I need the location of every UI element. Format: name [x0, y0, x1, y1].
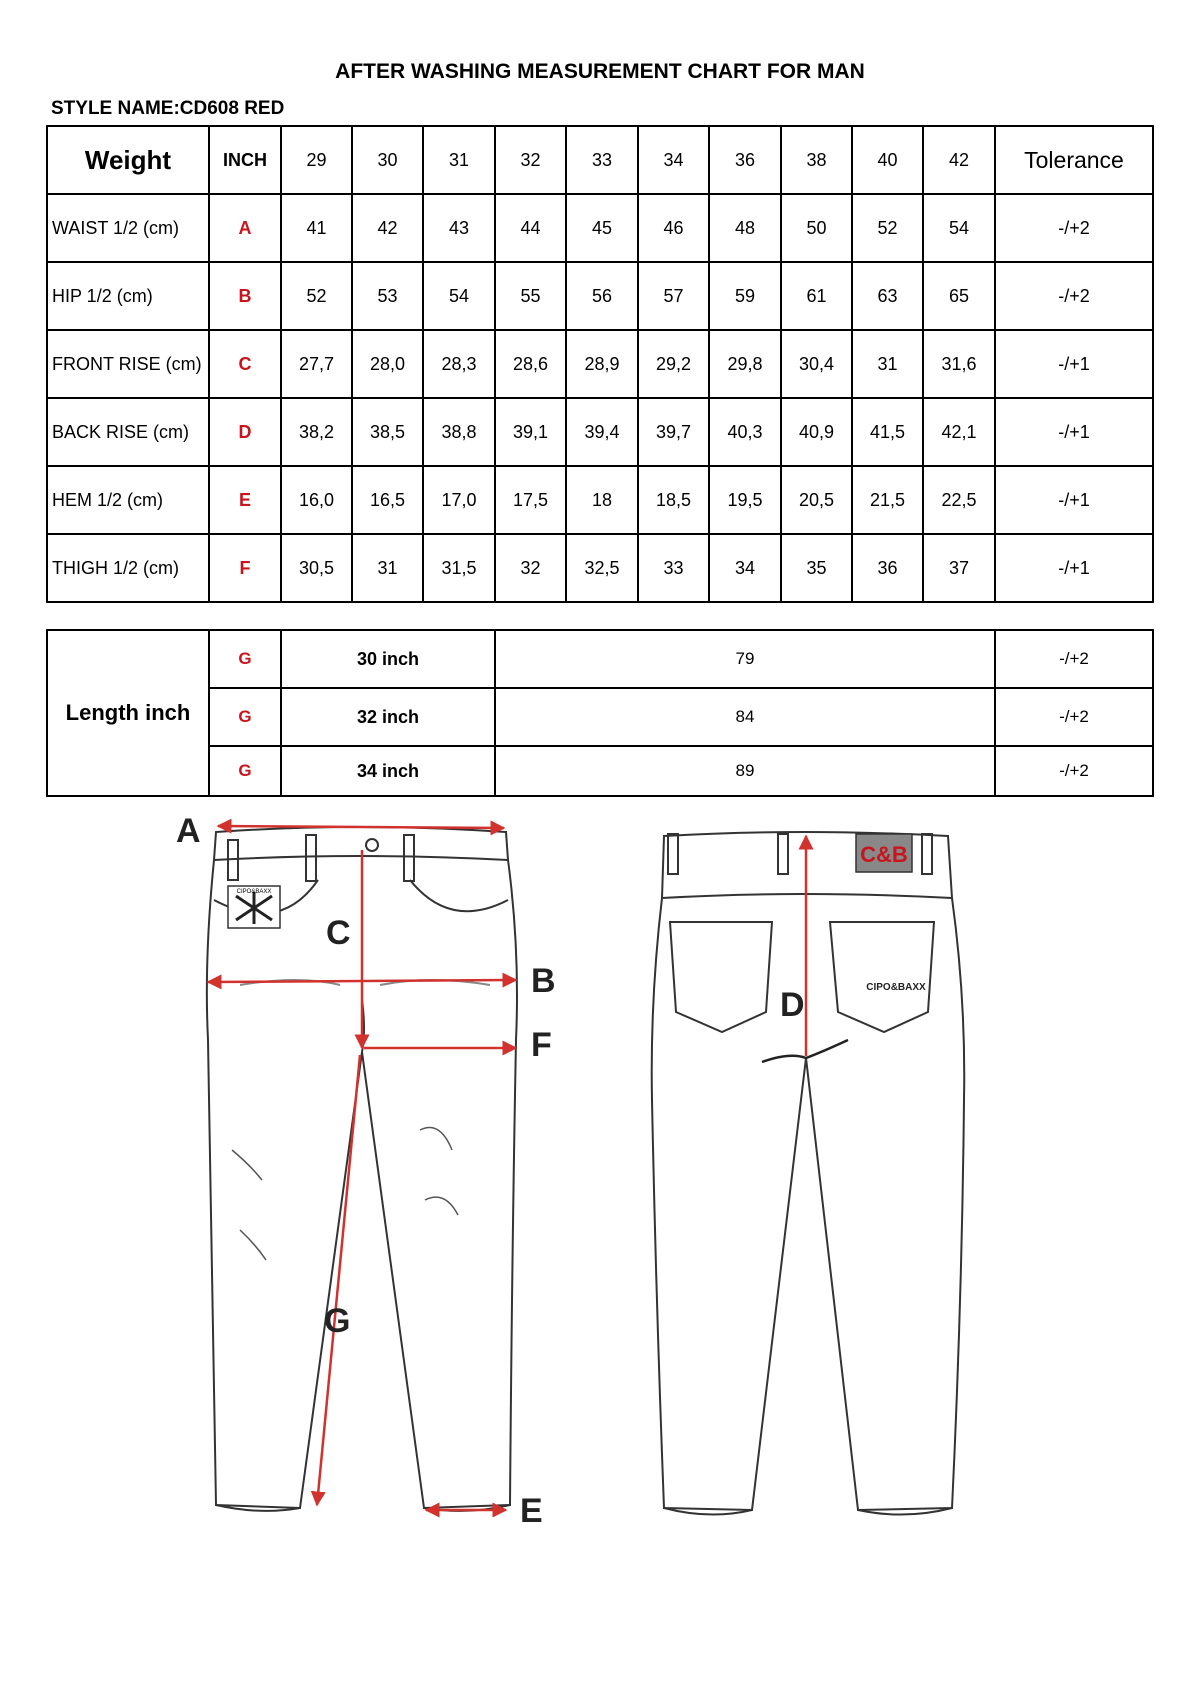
- row-label: THIGH 1/2 (cm): [47, 534, 209, 602]
- cell-value: 40,9: [781, 398, 852, 466]
- header-tolerance: Tolerance: [995, 126, 1153, 194]
- belt-loop: [922, 834, 932, 874]
- row-code: G: [209, 630, 281, 688]
- cell-value: 16,0: [281, 466, 352, 534]
- marker-f: F: [531, 1026, 552, 1064]
- cell-value: 36: [852, 534, 923, 602]
- cell-value: 32: [495, 534, 566, 602]
- row-tolerance: -/+1: [995, 534, 1153, 602]
- cell-value: 38,2: [281, 398, 352, 466]
- cell-value: 52: [281, 262, 352, 330]
- cell-value: 21,5: [852, 466, 923, 534]
- row-code: C: [209, 330, 281, 398]
- measurement-table: [46, 125, 1154, 603]
- marker-d: D: [780, 986, 805, 1024]
- row-tolerance: -/+2: [995, 688, 1153, 746]
- row-tolerance: -/+2: [995, 194, 1153, 262]
- cell-value: 29,8: [709, 330, 781, 398]
- cell-value: 53: [352, 262, 423, 330]
- back-right-pocket: [830, 922, 934, 1032]
- row-label: BACK RISE (cm): [47, 398, 209, 466]
- cell-value: 41: [281, 194, 352, 262]
- header-size: 33: [566, 126, 638, 194]
- cell-value: 28,6: [495, 330, 566, 398]
- cell-value: 31: [852, 330, 923, 398]
- measure-line-a: [218, 826, 504, 828]
- cell-value: 55: [495, 262, 566, 330]
- row-code: A: [209, 194, 281, 262]
- row-label: FRONT RISE (cm): [47, 330, 209, 398]
- cell-value: 31,6: [923, 330, 995, 398]
- cell-value: 65: [923, 262, 995, 330]
- cell-value: 30,5: [281, 534, 352, 602]
- front-patch: [228, 886, 280, 928]
- belt-loop: [306, 835, 316, 881]
- cell-value: 54: [923, 194, 995, 262]
- cell-value: 28,9: [566, 330, 638, 398]
- cell-value: 17,5: [495, 466, 566, 534]
- table-row: [47, 398, 1153, 466]
- header-size: 31: [423, 126, 495, 194]
- length-label: Length inch: [47, 630, 209, 796]
- cell-value: 46: [638, 194, 709, 262]
- cell-value: 48: [709, 194, 781, 262]
- front-creases: [232, 1128, 458, 1261]
- cell-value: 42,1: [923, 398, 995, 466]
- cell-value: 35: [781, 534, 852, 602]
- cell-value: 28,3: [423, 330, 495, 398]
- belt-loop: [668, 834, 678, 874]
- cell-value: 43: [423, 194, 495, 262]
- table-row: [47, 194, 1153, 262]
- cell-value: 39,4: [566, 398, 638, 466]
- jeans-illustration: [160, 800, 980, 1540]
- cell-value: 32,5: [566, 534, 638, 602]
- cell-value: 59: [709, 262, 781, 330]
- header-inch: INCH: [209, 126, 281, 194]
- cell-value: 42: [352, 194, 423, 262]
- marker-b: B: [531, 962, 556, 1000]
- table-row: [47, 262, 1153, 330]
- header-size: 42: [923, 126, 995, 194]
- cell-value: 37: [923, 534, 995, 602]
- header-size: 36: [709, 126, 781, 194]
- cell-value: 54: [423, 262, 495, 330]
- length-size: 32 inch: [281, 688, 495, 746]
- back-patch: [856, 834, 912, 872]
- cell-value: 39,7: [638, 398, 709, 466]
- belt-loop: [778, 834, 788, 874]
- row-tolerance: -/+2: [995, 262, 1153, 330]
- length-size: 30 inch: [281, 630, 495, 688]
- cell-value: 40,3: [709, 398, 781, 466]
- row-code: G: [209, 688, 281, 746]
- length-value: 79: [495, 630, 995, 688]
- row-tolerance: -/+2: [995, 746, 1153, 796]
- table-row: [47, 688, 1153, 746]
- row-label: HEM 1/2 (cm): [47, 466, 209, 534]
- length-table: [46, 629, 1154, 797]
- cell-value: 19,5: [709, 466, 781, 534]
- cell-value: 18,5: [638, 466, 709, 534]
- table-row: [47, 534, 1153, 602]
- cell-value: 33: [638, 534, 709, 602]
- length-size: 34 inch: [281, 746, 495, 796]
- cell-value: 17,0: [423, 466, 495, 534]
- button-icon: [366, 839, 378, 851]
- header-size: 30: [352, 126, 423, 194]
- cell-value: 41,5: [852, 398, 923, 466]
- marker-a: A: [176, 812, 201, 850]
- cell-value: 22,5: [923, 466, 995, 534]
- cell-value: 34: [709, 534, 781, 602]
- cell-value: 18: [566, 466, 638, 534]
- cell-value: 38,8: [423, 398, 495, 466]
- cell-value: 28,0: [352, 330, 423, 398]
- row-code: D: [209, 398, 281, 466]
- pocket-logo: CIPO&BAXX: [866, 982, 926, 993]
- row-tolerance: -/+1: [995, 466, 1153, 534]
- row-code: B: [209, 262, 281, 330]
- marker-c: C: [326, 914, 351, 952]
- cell-value: 45: [566, 194, 638, 262]
- back-patch-logo: C&B: [860, 842, 908, 867]
- back-left-pocket: [670, 922, 772, 1032]
- marker-g: G: [324, 1302, 351, 1340]
- style-name: STYLE NAME:CD608 RED: [51, 98, 285, 119]
- row-tolerance: -/+2: [995, 630, 1153, 688]
- row-label: HIP 1/2 (cm): [47, 262, 209, 330]
- cell-value: 27,7: [281, 330, 352, 398]
- header-size: 32: [495, 126, 566, 194]
- marker-e: E: [520, 1492, 543, 1530]
- table-row: [47, 466, 1153, 534]
- cell-value: 63: [852, 262, 923, 330]
- belt-loop: [404, 835, 414, 881]
- cell-value: 52: [852, 194, 923, 262]
- row-code: F: [209, 534, 281, 602]
- row-code: E: [209, 466, 281, 534]
- length-value: 89: [495, 746, 995, 796]
- header-size: 40: [852, 126, 923, 194]
- row-label: WAIST 1/2 (cm): [47, 194, 209, 262]
- cell-value: 56: [566, 262, 638, 330]
- table-row: [47, 746, 1153, 796]
- cell-value: 31,5: [423, 534, 495, 602]
- table-row: [47, 330, 1153, 398]
- cell-value: 20,5: [781, 466, 852, 534]
- front-patch-logo: CIPO&BAXX: [236, 889, 272, 895]
- cell-value: 30,4: [781, 330, 852, 398]
- row-tolerance: -/+1: [995, 398, 1153, 466]
- cell-value: 38,5: [352, 398, 423, 466]
- row-code: G: [209, 746, 281, 796]
- table-row: [47, 630, 1153, 688]
- cell-value: 31: [352, 534, 423, 602]
- header-size: 38: [781, 126, 852, 194]
- cell-value: 50: [781, 194, 852, 262]
- length-value: 84: [495, 688, 995, 746]
- header-size: 34: [638, 126, 709, 194]
- measure-line-g: [317, 1055, 360, 1505]
- cell-value: 16,5: [352, 466, 423, 534]
- row-tolerance: -/+1: [995, 330, 1153, 398]
- page-title: AFTER WASHING MEASUREMENT CHART FOR MAN: [335, 60, 865, 83]
- table-header-row: [47, 126, 1153, 194]
- cell-value: 44: [495, 194, 566, 262]
- cell-value: 29,2: [638, 330, 709, 398]
- cell-value: 39,1: [495, 398, 566, 466]
- cell-value: 61: [781, 262, 852, 330]
- front-right-pocket: [410, 880, 508, 911]
- header-weight: Weight: [47, 126, 209, 194]
- back-jeans: [652, 832, 965, 1515]
- cell-value: 57: [638, 262, 709, 330]
- header-size: 29: [281, 126, 352, 194]
